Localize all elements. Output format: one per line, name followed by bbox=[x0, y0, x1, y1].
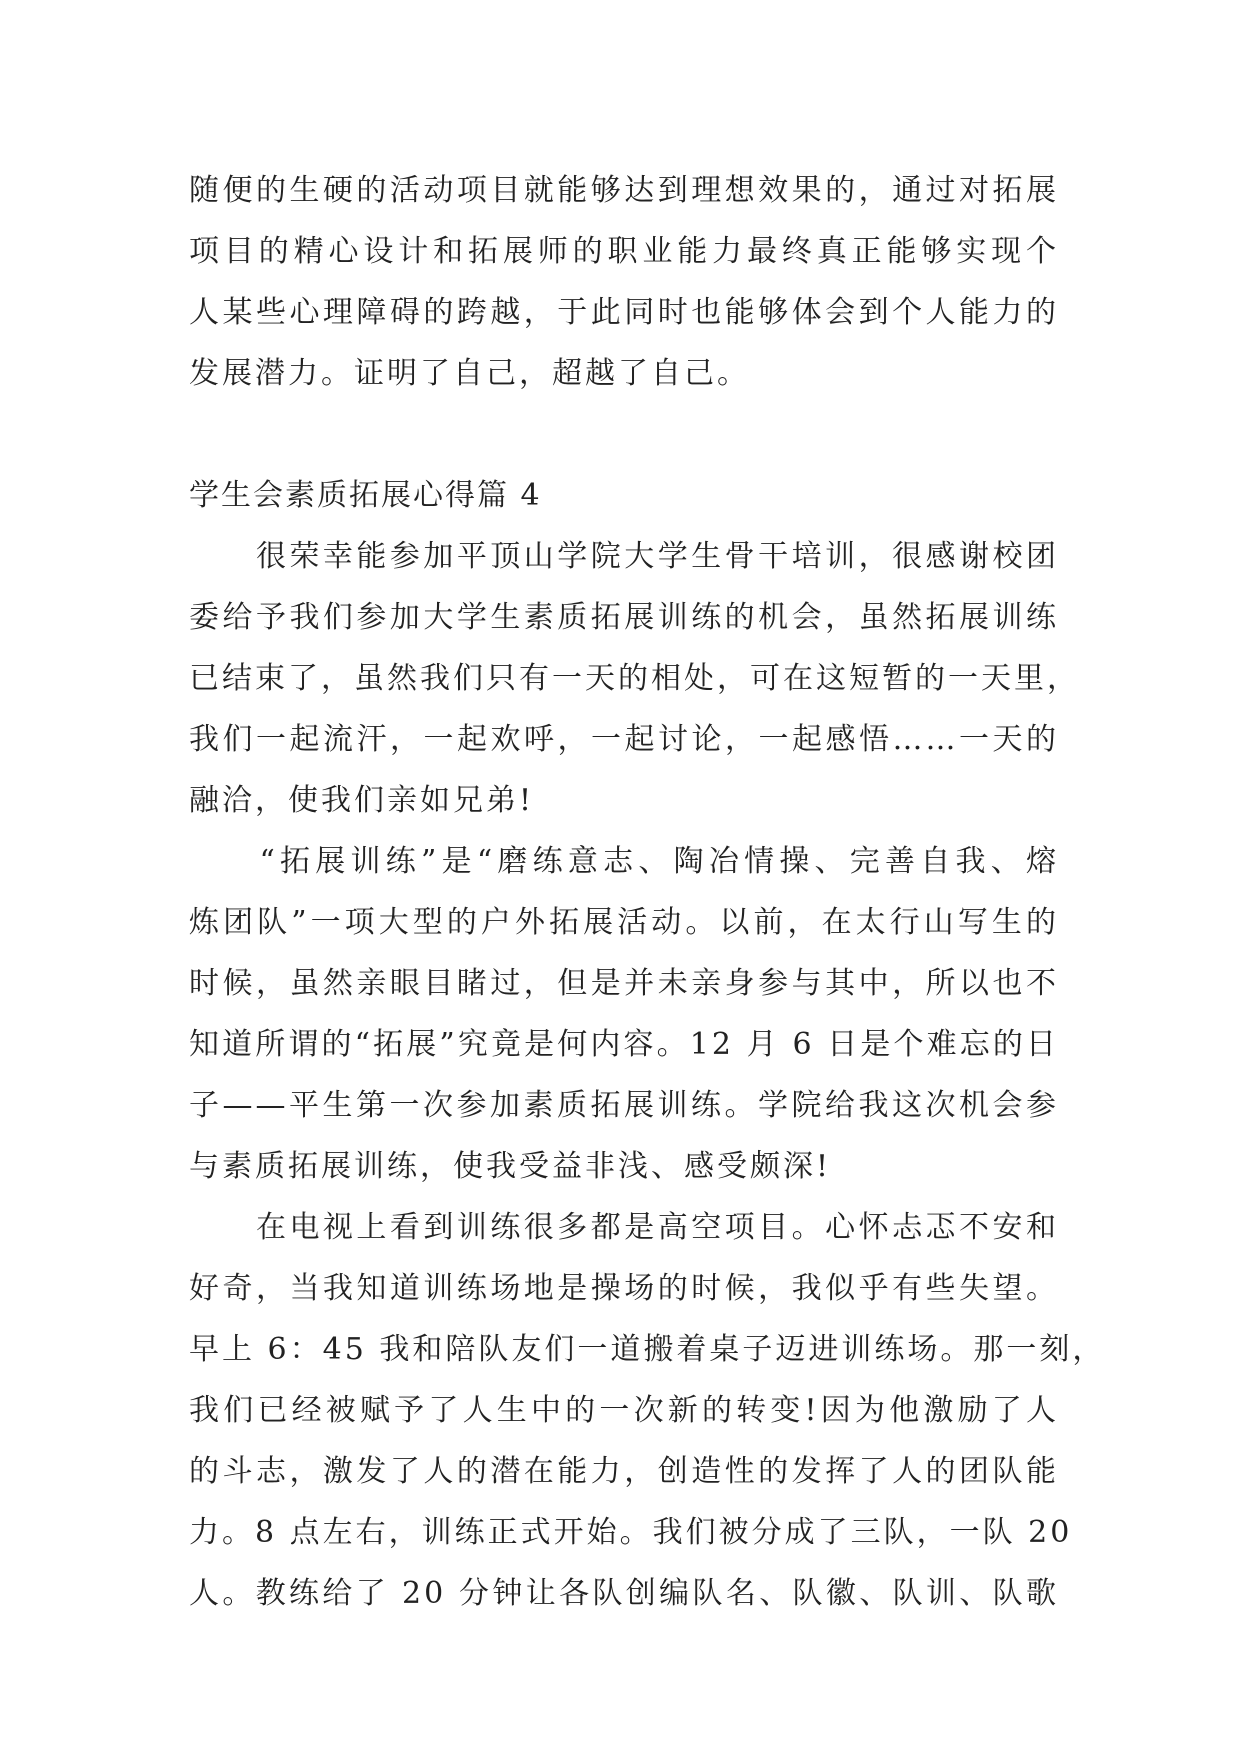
text-line: 发展潜力。证明了自己，超越了自己。 bbox=[189, 356, 750, 391]
text-line: 融洽，使我们亲如兄弟! bbox=[189, 783, 535, 818]
text-line: 好奇，当我知道训练场地是操场的时候，我似乎有些失望。 bbox=[189, 1271, 1059, 1306]
text-line: 我们已经被赋予了人生中的一次新的转变!因为他激励了人 bbox=[189, 1393, 1059, 1428]
document-body bbox=[189, 160, 1106, 1624]
text-line: 的斗志，激发了人的潜在能力，创造性的发挥了人的团队能 bbox=[189, 1454, 1059, 1489]
text-line: 人某些心理障碍的跨越，于此同时也能够体会到个人能力的 bbox=[189, 295, 1059, 330]
text-line: 与素质拓展训练，使我受益非浅、感受颇深! bbox=[189, 1149, 832, 1184]
text-line: 时候，虽然亲眼目睹过，但是并未亲身参与其中，所以也不 bbox=[189, 966, 1059, 1001]
text-line: 委给予我们参加大学生素质拓展训练的机会，虽然拓展训练 bbox=[189, 600, 1059, 635]
paragraph-gap bbox=[189, 404, 1059, 465]
section-title: 学生会素质拓展心得篇 4 bbox=[189, 478, 542, 513]
text-line: 人。教练给了 20 分钟让各队创编队名、队徽、队训、队歌 bbox=[189, 1576, 1059, 1611]
text-line: 早上 6：45 我和陪队友们一道搬着桌子迈进训练场。那一刻， bbox=[189, 1332, 1106, 1367]
paragraph-2 bbox=[189, 831, 1059, 1197]
intro-paragraph bbox=[189, 160, 1059, 404]
text-line: 项目的精心设计和拓展师的职业能力最终真正能够实现个 bbox=[189, 234, 1059, 269]
text-line: 炼团队”一项大型的户外拓展活动。以前，在太行山写生的 bbox=[189, 905, 1059, 940]
text-line: 很荣幸能参加平顶山学院大学生骨干培训，很感谢校团 bbox=[189, 539, 1059, 574]
text-line: 子——平生第一次参加素质拓展训练。学院给我这次机会参 bbox=[189, 1088, 1059, 1123]
text-line: 已结束了，虽然我们只有一天的相处，可在这短暂的一天里， bbox=[189, 661, 1080, 696]
paragraph-3 bbox=[189, 1197, 1106, 1624]
text-line: 在电视上看到训练很多都是高空项目。心怀忐忑不安和 bbox=[189, 1210, 1059, 1245]
text-line: “拓展训练”是“磨练意志、陶冶情操、完善自我、熔 bbox=[189, 844, 1059, 879]
text-line: 知道所谓的“拓展”究竟是何内容。12 月 6 日是个难忘的日 bbox=[189, 1027, 1059, 1062]
text-line: 我们一起流汗，一起欢呼，一起讨论，一起感悟……一天的 bbox=[189, 722, 1059, 757]
paragraph-1 bbox=[189, 526, 1080, 831]
text-line: 随便的生硬的活动项目就能够达到理想效果的，通过对拓展 bbox=[189, 173, 1059, 208]
text-line: 力。8 点左右，训练正式开始。我们被分成了三队，一队 20 bbox=[189, 1515, 1073, 1550]
